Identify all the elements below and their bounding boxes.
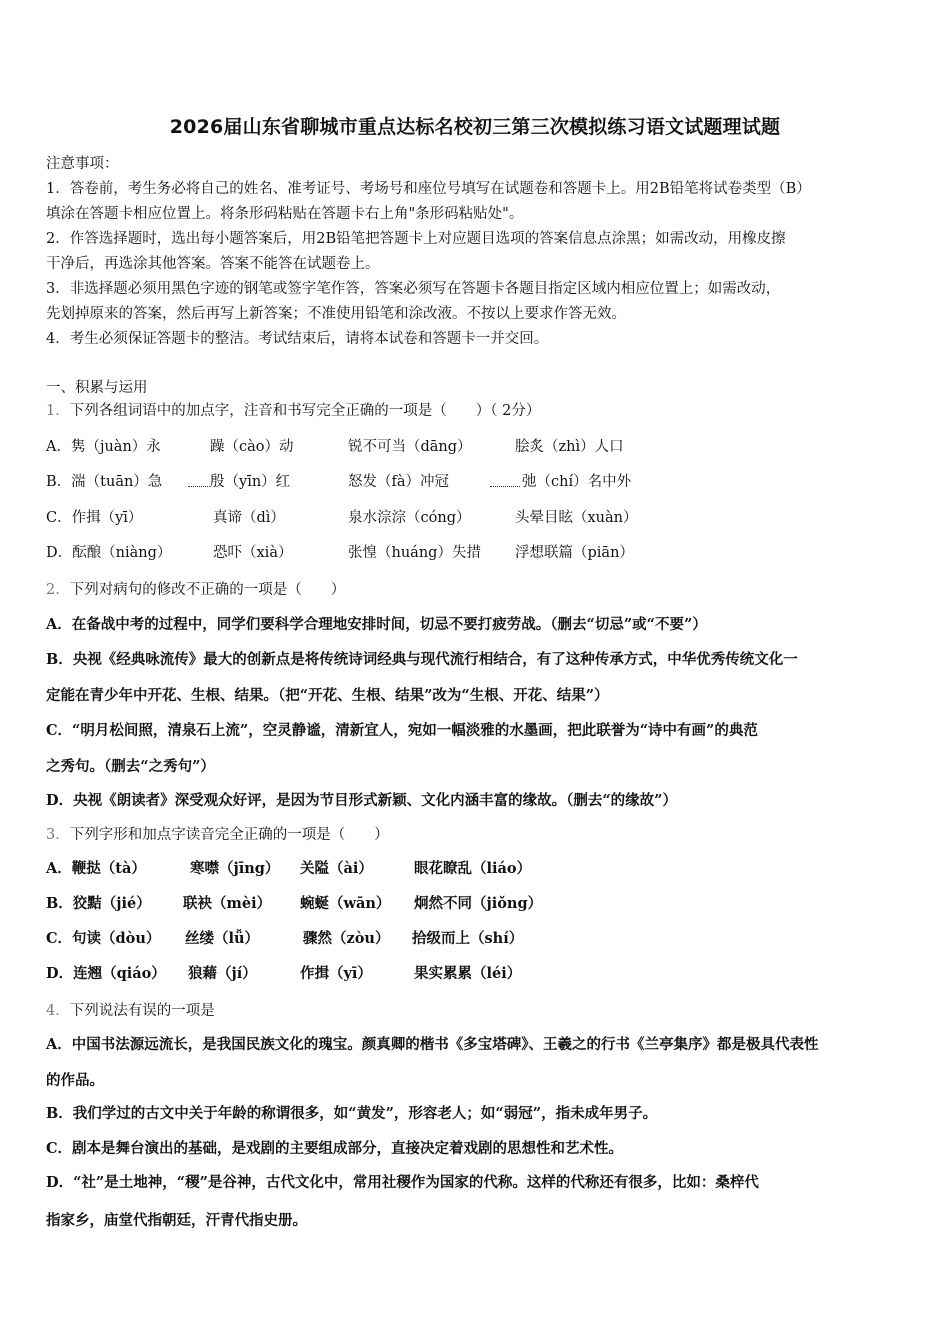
q3-option-b-4: 炯然不同（jiǒng） (414, 895, 543, 912)
question-number: 2． (46, 582, 70, 598)
section-heading: 一、积累与运用 (46, 380, 148, 396)
notice-line: 填涂在答题卡相应位置上。将条形码粘贴在答题卡右上角"条形码粘贴处"。 (46, 206, 524, 222)
q1-option-b-1: B．湍（tuān）急 (46, 474, 163, 490)
notice-line: 先划掉原来的答案，然后再写上新答案；不准使用铅笔和涂改液。不按以上要求作答无效。 (46, 306, 626, 322)
emphasis-dots (490, 472, 520, 491)
notice-heading: 注意事项： (46, 156, 119, 172)
q2-option-c: C．“明月松间照，清泉石上流”，空灵静谧，清新宜人，宛如一幅淡雅的水墨画，把此联誉为“诗中有画”的典范 (46, 722, 758, 739)
q4-option-a-cont: 的作品。 (46, 1072, 104, 1089)
q4-option-d: D．“社”是土地神，“稷”是谷神，古代文化中，常用社稷作为国家的代称。这样的代称还有很多，比如：桑梓代 (46, 1174, 759, 1191)
q3-option-a-1: A．鞭挞（tà） (46, 860, 146, 877)
q2-option-a: A．在备战中考的过程中，同学们要科学合理地安排时间，切忌不要打疲劳战。（删去“切忌”或“不要”） (46, 616, 707, 633)
notice-line: 干净后，再选涂其他答案。答案不能答在试题卷上。 (46, 256, 380, 272)
question-1-stem: 1．下列各组词语中的加点字，注音和书写完全正确的一项是（ ）（ 2分） (46, 403, 541, 419)
q1-option-c-3: 泉水淙淙（cóng） (348, 510, 471, 526)
question-number: 3． (46, 827, 70, 843)
q1-option-d-2: 恐吓（xià） (213, 545, 293, 561)
q3-option-a-2: 寒噤（jīng） (190, 860, 280, 877)
q3-option-b-1: B．狡黠（jié） (46, 895, 151, 912)
notice-line: 1．答卷前，考生务必将自己的姓名、准考证号、考场号和座位号填写在试题卷和答题卡上。用2B铅笔将试卷类型（B） (46, 181, 811, 197)
q3-option-d-1: D．连翘（qiáo） (46, 965, 166, 982)
q1-option-b-3: 怒发（fà）冲冠 (348, 474, 450, 490)
q1-option-b-4: 弛（chí）名中外 (522, 474, 632, 490)
q3-option-b-2: 联袂（mèi） (183, 895, 272, 912)
question-number: 4． (46, 1003, 70, 1019)
q1-option-b-2: 殷（yīn）红 (210, 474, 291, 490)
q3-option-c-2: 丝缕（lǚ） (185, 930, 260, 947)
q2-option-d: D．央视《朗读者》深受观众好评，是因为节目形式新颖、文化内涵丰富的缘故。（删去“的缘故”） (46, 792, 678, 809)
q4-option-b: B．我们学过的古文中关于年龄的称谓很多，如“黄发”，形容老人；如“弱冠”，指未成年男子。 (46, 1105, 658, 1122)
q3-option-d-4: 果实累累（léi） (414, 965, 522, 982)
q1-option-a-4: 脍炙（zhì）人口 (515, 439, 624, 455)
q3-option-a-4: 眼花瞭乱（liáo） (414, 860, 532, 877)
question-2-stem: 2．下列对病句的修改不正确的一项是（ ） (46, 582, 346, 598)
q3-option-d-3: 作揖（yī） (300, 965, 372, 982)
question-number: 1． (46, 403, 70, 419)
question-4-stem: 4．下列说法有误的一项是 (46, 1003, 215, 1019)
q2-option-b-cont: 定能在青少年中开花、生根、结果。（把“开花、生根、结果”改为“生根、开花、结果”） (46, 687, 609, 704)
notice-line: 3．非选择题必须用黑色字迹的钢笔或签字笔作答，答案必须写在答题卡各题目指定区域内相应位置上；如需改动， (46, 281, 781, 297)
q2-option-b: B．央视《经典咏流传》最大的创新点是将传统诗词经典与现代流行相结合，有了这种传承方式，中华优秀传统文化一 (46, 651, 798, 668)
q1-option-a-3: 锐不可当（dāng） (348, 439, 472, 455)
q3-option-d-2: 狼藉（jí） (188, 965, 257, 982)
q1-option-a-2: 躁（cào）动 (210, 439, 294, 455)
q1-option-d-3: 张惶（huáng）失措 (348, 545, 481, 561)
q4-option-c: C．剧本是舞台演出的基础，是戏剧的主要组成部分，直接决定着戏剧的思想性和艺术性。 (46, 1140, 624, 1157)
q3-option-c-3: 骤然（zòu） (303, 930, 390, 947)
q2-option-c-cont: 之秀句。（删去“之秀句”） (46, 758, 215, 775)
q1-option-d-1: D．酝酿（niàng） (46, 545, 172, 561)
q1-option-a-1: A．隽（juàn）永 (46, 439, 161, 455)
q3-option-c-1: C．句读（dòu） (46, 930, 161, 947)
q1-option-c-4: 头晕目眩（xuàn） (515, 510, 638, 526)
emphasis-dots (188, 472, 210, 491)
q4-option-d-cont: 指家乡，庙堂代指朝廷，汗青代指史册。 (46, 1212, 307, 1229)
q3-option-b-3: 蜿蜒（wān） (300, 895, 391, 912)
q3-option-c-4: 拾级而上（shí） (412, 930, 524, 947)
q3-option-a-3: 关隘（ài） (300, 860, 373, 877)
q1-option-c-1: C．作揖（yī） (46, 510, 143, 526)
question-3-stem: 3．下列字形和加点字读音完全正确的一项是（ ） (46, 827, 389, 843)
q1-option-c-2: 真谛（dì） (213, 510, 285, 526)
page-title: 2026届山东省聊城市重点达标名校初三第三次模拟练习语文试题理试题 (169, 116, 781, 138)
notice-line: 4．考生必须保证答题卡的整洁。考试结束后，请将本试卷和答题卡一并交回。 (46, 331, 549, 347)
notice-line: 2．作答选择题时，选出每小题答案后，用2B铅笔把答题卡上对应题目选项的答案信息点涂黑；如需改动，用橡皮擦 (46, 231, 786, 247)
q4-option-a: A．中国书法源远流长，是我国民族文化的瑰宝。颜真卿的楷书《多宝塔碑》、王羲之的行书《兰亭集序》都是极具代表性 (46, 1036, 819, 1053)
q1-option-d-4: 浮想联篇（piān） (515, 545, 634, 561)
